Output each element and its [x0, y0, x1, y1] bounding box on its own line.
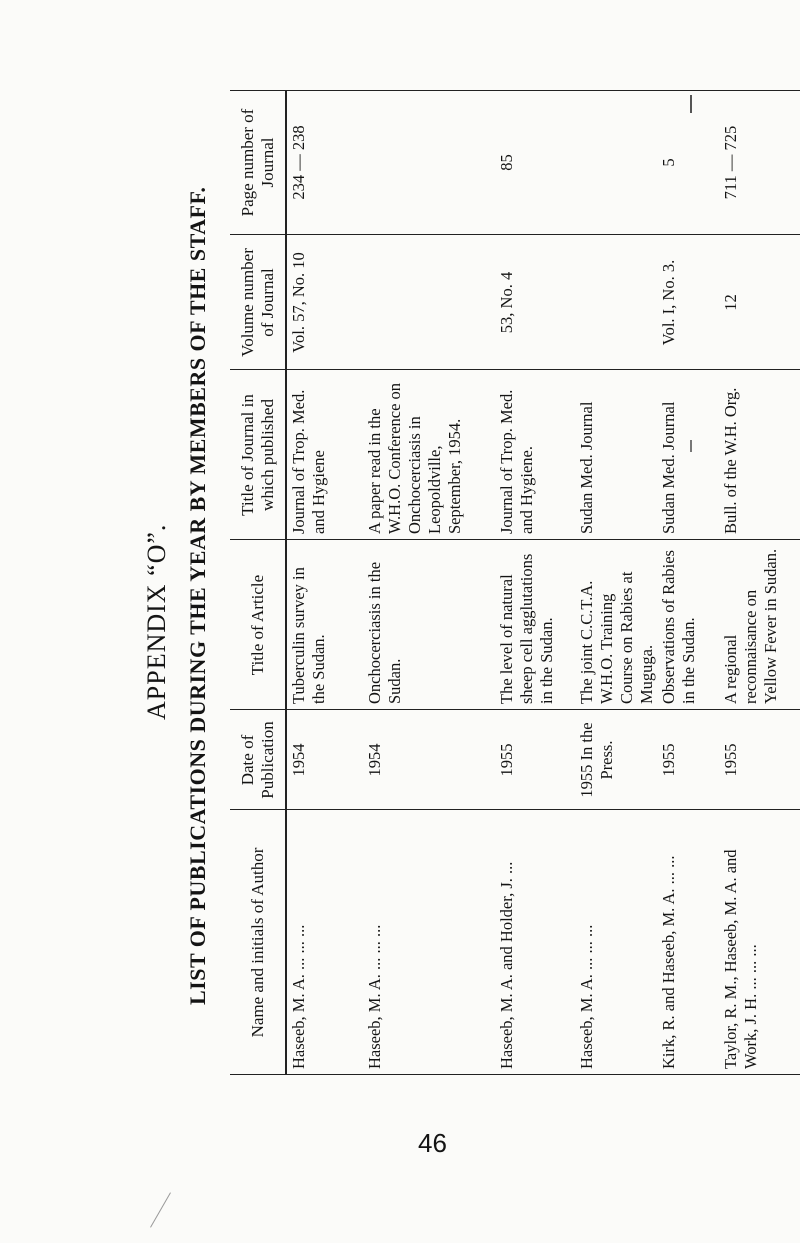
volume-cell: 12	[721, 294, 740, 311]
date-cell: 1955	[721, 743, 740, 777]
table-row	[287, 90, 363, 1075]
author-cell: Haseeb, M. A. ... ... ...	[577, 924, 596, 1069]
author-cell: Haseeb, M. A. ... ... ...	[289, 924, 308, 1069]
appendix-heading: APPENDIX “O”.	[142, 523, 171, 720]
author-cell: Haseeb, M. A. ... ... ...	[365, 924, 384, 1069]
journal-cell: Journal of Trop. Med. and Hygiene.	[497, 389, 536, 534]
date-cell: 1954	[365, 743, 384, 777]
journal-cell: Journal of Trop. Med. and Hygiene	[289, 389, 328, 534]
page-cell: 711 — 725	[721, 125, 740, 200]
date-cell: 1955	[659, 743, 678, 777]
page-number: 46	[418, 1128, 447, 1158]
article-cell: The level of natural sheep cell agglutations in the Sudan.	[497, 553, 556, 704]
publications-subheading: LIST OF PUBLICATIONS DURING THE YEAR BY MEMBERS OF THE STAFF.	[185, 186, 210, 1005]
journal-cell: Sudan Med. Journal	[659, 401, 678, 534]
page-cell: 5	[659, 158, 678, 167]
article-cell: The joint C.C.T.A. W.H.O. Training Course on Rabies at Muguga.	[577, 571, 656, 704]
volume-cell: 53, No. 4	[497, 271, 516, 334]
table-row	[495, 90, 575, 1075]
header-page: Page number of Journal	[237, 108, 277, 217]
journal-cell: Sudan Med. Journal	[577, 401, 596, 534]
table-row	[719, 90, 799, 1075]
page-cell	[575, 90, 657, 235]
author-cell: Haseeb, M. A. and Holder, J. ...	[497, 861, 516, 1069]
page-cell	[363, 90, 495, 235]
date-cell: 1954	[289, 743, 308, 777]
header-journal: Title of Journal in which published	[237, 394, 277, 516]
journal-cell: Bull. of the W.H. Org.	[721, 387, 740, 534]
volume-cell: Vol. 57, No. 10	[289, 252, 308, 353]
article-cell: A regional reconnaisance on Yellow Fever in Sudan.	[721, 548, 780, 704]
date-cell: 1955 In the Press.	[577, 722, 616, 798]
journal-cell: A paper read in the W.H.O. Conference on Onchocerciasis in Leopoldville, September, 1954.	[365, 382, 464, 534]
table-row	[575, 90, 657, 1075]
article-cell: Tuberculin survey in the Sudan.	[289, 567, 328, 704]
header-volume: Volume number of Journal	[237, 248, 277, 357]
header-author: Name and initials of Author	[247, 847, 267, 1038]
volume-cell: Vol. I, No. 3.	[659, 259, 678, 346]
page-cell: 85	[497, 154, 516, 171]
date-cell: 1955	[497, 743, 516, 777]
volume-cell	[363, 235, 495, 370]
volume-cell	[575, 235, 657, 370]
table-header-row	[230, 90, 287, 1075]
scan-pencil-mark	[150, 1192, 171, 1227]
page-cell: 234 — 238	[289, 125, 308, 200]
header-article: Title of Article	[247, 574, 267, 676]
table-row	[657, 90, 719, 1075]
author-cell: Kirk, R. and Haseeb, M. A. ... ...	[659, 855, 678, 1069]
article-cell: Observations of Rabies in the Sudan.	[659, 550, 698, 704]
header-date: Date of Publication	[237, 721, 277, 799]
author-cell: Taylor, R. M., Haseeb, M. A. and Work, J. H. ... ... ...	[721, 849, 760, 1069]
publications-table	[230, 90, 800, 1075]
table-row	[363, 90, 495, 1075]
article-cell: Onchocerciasis in the Sudan.	[365, 561, 404, 704]
